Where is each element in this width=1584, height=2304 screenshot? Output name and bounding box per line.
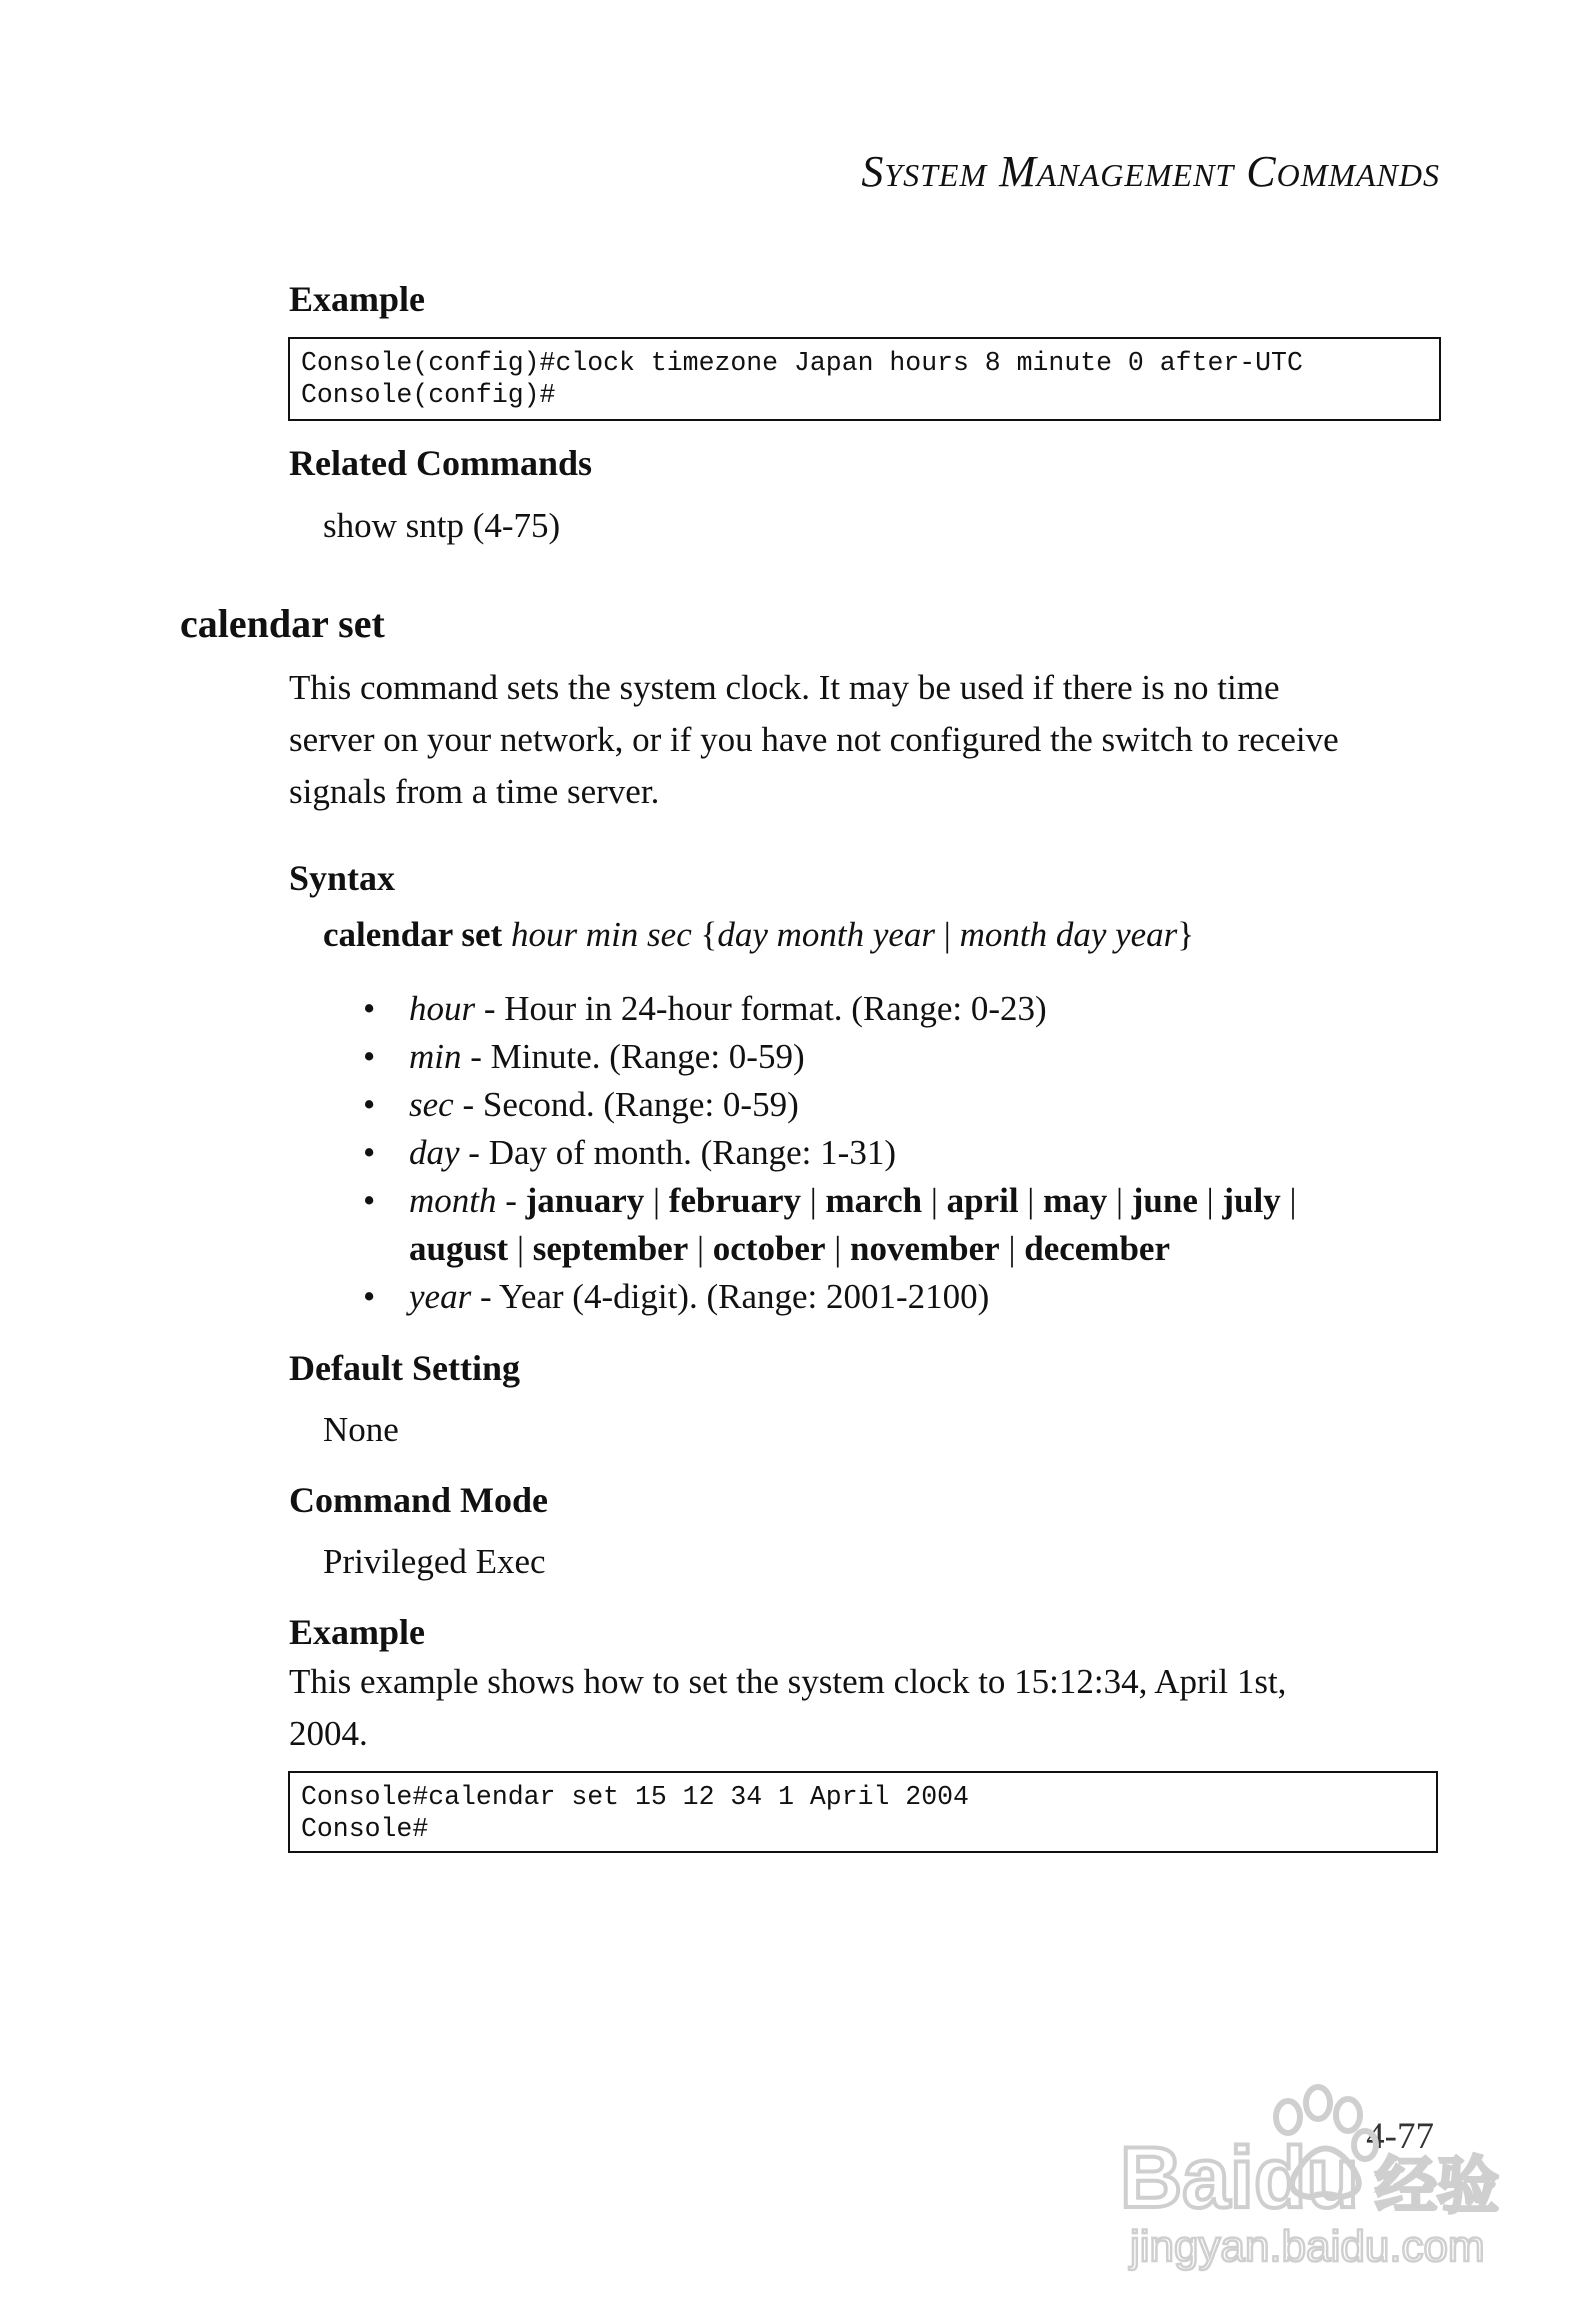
console-line: Console#calendar set 15 12 34 1 April 2004 xyxy=(301,1782,969,1812)
month-sep: | xyxy=(516,1229,524,1268)
month-sep: | xyxy=(834,1229,842,1268)
syntax-command: calendar set xyxy=(323,915,503,954)
example-description xyxy=(289,1656,1286,1760)
syntax-sep: | xyxy=(943,915,951,954)
console-line: Console(config)#clock timezone Japan hours 8 minute 0 after-UTC xyxy=(301,348,1303,378)
watermark-brand: Baidu xyxy=(1120,2130,1359,2226)
month-sep: | xyxy=(1008,1229,1016,1268)
syntax-open-brace: { xyxy=(700,915,718,954)
param-item xyxy=(363,985,1443,1033)
param-name: sec xyxy=(409,1085,454,1124)
param-item xyxy=(363,1081,1443,1129)
running-head-anagement: ANAGEMENT xyxy=(1036,157,1235,193)
console-line: Console(config)# xyxy=(301,380,556,410)
month-option: july xyxy=(1222,1181,1281,1220)
param-desc: - Minute. (Range: 0-59) xyxy=(461,1037,805,1076)
console-example-2 xyxy=(288,1771,1438,1853)
description-line: This command sets the system clock. It may be used if there is no time xyxy=(289,668,1280,707)
console-example-1 xyxy=(288,337,1441,421)
console-line: Console# xyxy=(301,1814,429,1844)
bullet-icon: • xyxy=(363,1037,376,1076)
month-option: january xyxy=(525,1181,645,1220)
month-option: february xyxy=(668,1181,801,1220)
running-head-ommands: OMMANDS xyxy=(1276,157,1440,193)
param-dash: - xyxy=(496,1181,526,1220)
param-desc: - Day of month. (Range: 1-31) xyxy=(459,1133,896,1172)
month-option: may xyxy=(1043,1181,1108,1220)
example-description-line: 2004. xyxy=(289,1714,368,1753)
command-mode-value: Privileged Exec xyxy=(323,1542,546,1581)
param-item xyxy=(363,1129,1443,1177)
bullet-icon: • xyxy=(363,1181,376,1220)
related-commands-link[interactable]: show sntp (4-75) xyxy=(323,506,561,545)
month-sep: | xyxy=(1289,1181,1297,1220)
param-item xyxy=(363,1273,1443,1321)
month-line-2 xyxy=(409,1225,1443,1273)
param-name: day xyxy=(409,1133,460,1172)
param-name: month xyxy=(409,1181,497,1220)
month-sep: | xyxy=(1027,1181,1035,1220)
baidu-watermark-icon xyxy=(1120,2075,1500,2275)
description-line: signals from a time server. xyxy=(289,772,660,811)
related-commands-heading: Related Commands xyxy=(289,443,592,483)
running-head xyxy=(861,146,1440,197)
syntax-alt1: day month year xyxy=(717,915,936,954)
month-sep: | xyxy=(1115,1181,1123,1220)
command-mode-heading: Command Mode xyxy=(289,1480,548,1520)
month-line-1 xyxy=(409,1177,1443,1225)
syntax-close-brace: } xyxy=(1177,915,1195,954)
month-sep: | xyxy=(1206,1181,1214,1220)
watermark-url: jingyan.baidu.com xyxy=(1130,2222,1485,2271)
section-description xyxy=(289,662,1339,818)
param-item-month xyxy=(363,1177,1443,1273)
month-sep: | xyxy=(930,1181,938,1220)
bullet-icon: • xyxy=(363,1277,376,1316)
month-option: november xyxy=(850,1229,1000,1268)
month-sep: | xyxy=(653,1181,661,1220)
param-name: min xyxy=(409,1037,462,1076)
month-option: october xyxy=(712,1229,826,1268)
month-option: june xyxy=(1131,1181,1198,1220)
param-name: hour xyxy=(409,989,476,1028)
month-option: april xyxy=(946,1181,1019,1220)
example-heading: Example xyxy=(289,279,426,319)
param-name: year xyxy=(409,1277,472,1316)
month-option: august xyxy=(409,1229,509,1268)
default-setting-value: None xyxy=(323,1410,399,1449)
example-heading-2: Example xyxy=(289,1612,426,1652)
default-setting-heading: Default Setting xyxy=(289,1348,520,1388)
bullet-icon: • xyxy=(363,1133,376,1172)
bullet-icon: • xyxy=(363,1085,376,1124)
syntax-line xyxy=(323,915,1194,955)
param-desc: - Second. (Range: 0-59) xyxy=(453,1085,799,1124)
syntax-heading: Syntax xyxy=(289,858,396,898)
parameter-list xyxy=(363,985,1443,1321)
month-option: december xyxy=(1024,1229,1170,1268)
example-description-line: This example shows how to set the system clock to 15:12:34, April 1st, xyxy=(289,1662,1287,1701)
running-head-c: C xyxy=(1246,147,1277,196)
running-head-s: S xyxy=(861,147,885,196)
bullet-icon: • xyxy=(363,989,376,1028)
month-option: september xyxy=(532,1229,689,1268)
section-title: calendar set xyxy=(180,601,385,646)
page-number: 4-77 xyxy=(1366,2116,1434,2157)
month-sep: | xyxy=(697,1229,705,1268)
param-desc: - Hour in 24-hour format. (Range: 0-23) xyxy=(475,989,1047,1028)
watermark-cn: 经验 xyxy=(1375,2149,1500,2222)
running-head-ystem: YSTEM xyxy=(884,157,988,193)
running-head-m: M xyxy=(999,147,1037,196)
param-desc: - Year (4-digit). (Range: 2001-2100) xyxy=(471,1277,990,1316)
month-sep: | xyxy=(809,1181,817,1220)
syntax-args: hour min sec xyxy=(510,915,692,954)
syntax-alt2: month day year xyxy=(959,915,1178,954)
param-item xyxy=(363,1033,1443,1081)
month-option: march xyxy=(825,1181,923,1220)
description-line: server on your network, or if you have not configured the switch to receive xyxy=(289,720,1339,759)
